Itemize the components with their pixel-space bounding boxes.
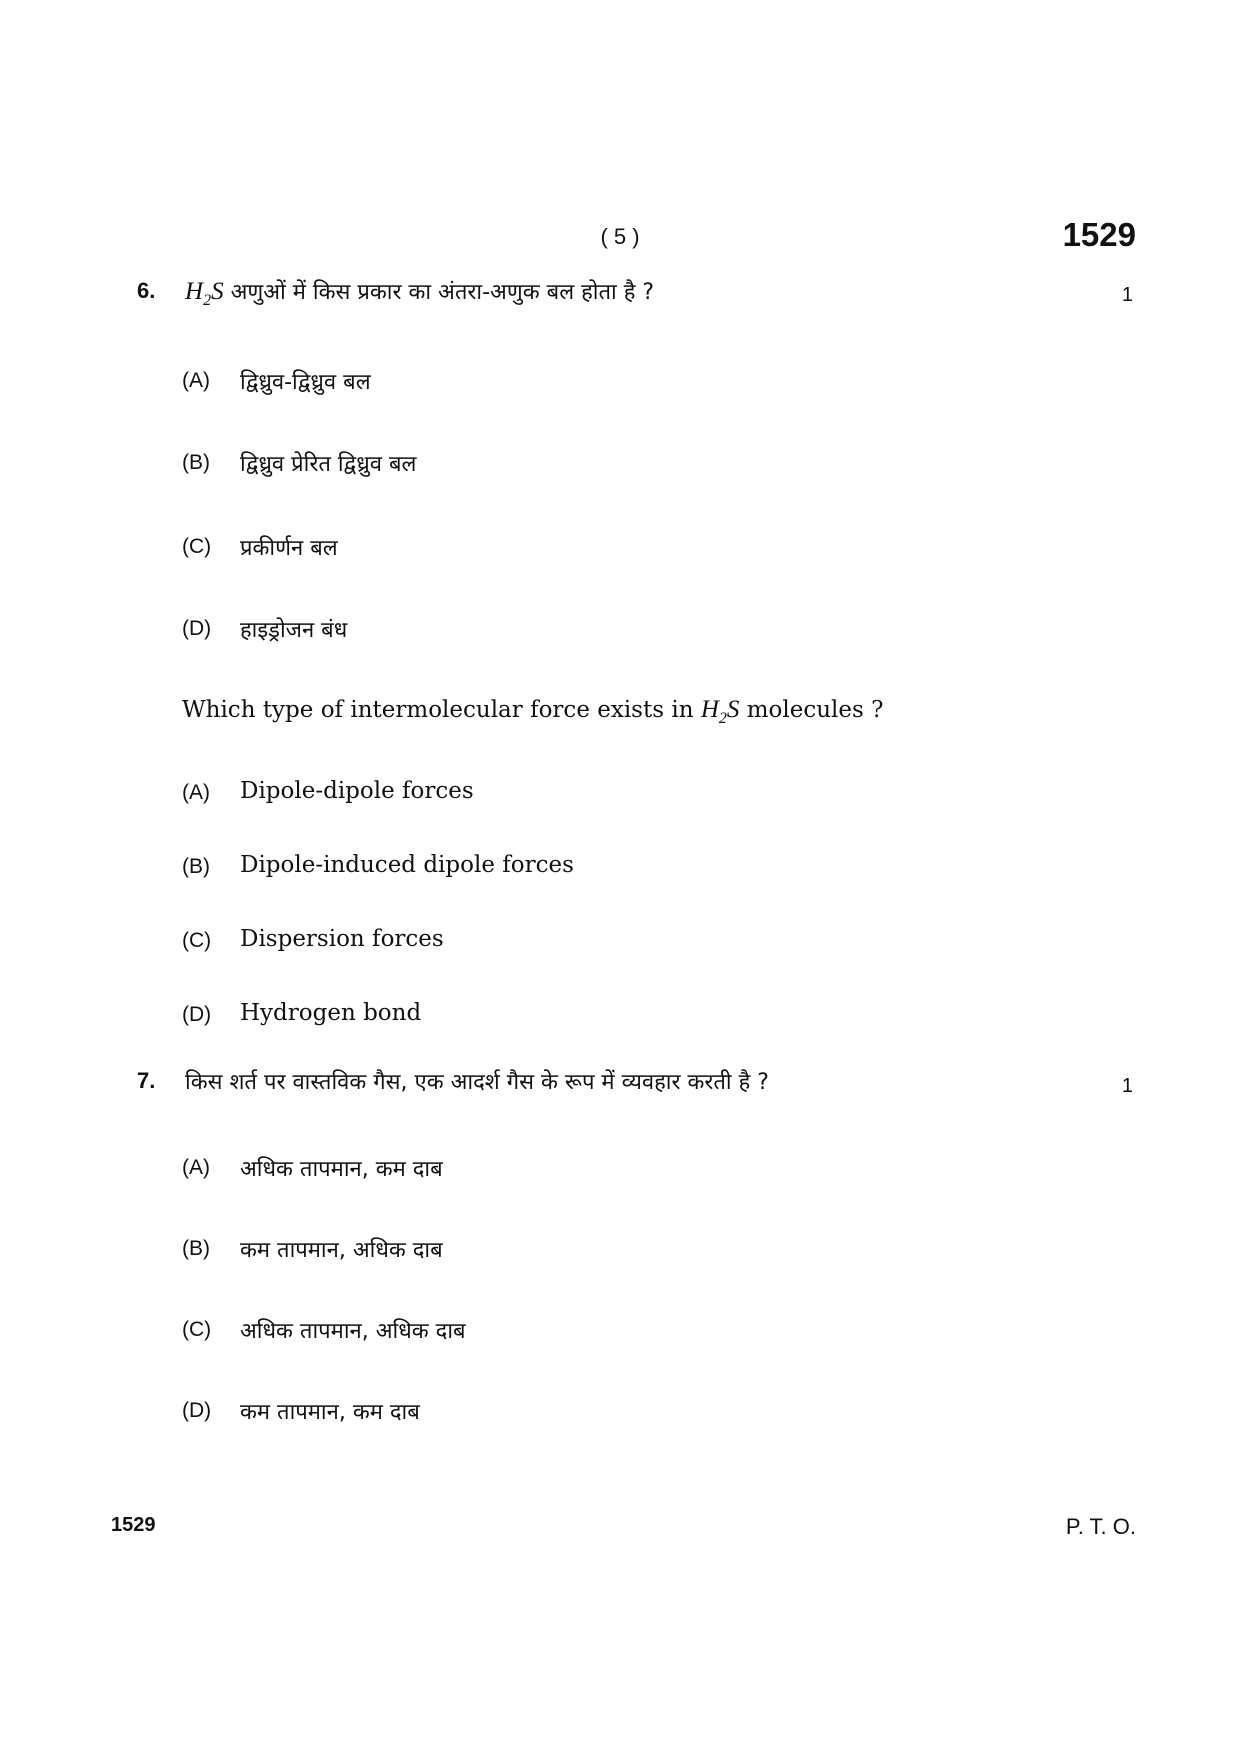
question-6-number: 6. xyxy=(137,278,156,303)
q7-hi-option-b-text: कम तापमान, अधिक दाब xyxy=(240,1238,443,1263)
q7-hi-option-d-text: कम तापमान, कम दाब xyxy=(240,1400,420,1425)
q6-hi-option-d-text: हाइड्रोजन बंध xyxy=(240,618,348,643)
paper-code-top: 1529 xyxy=(1062,216,1136,253)
question-6-hindi-stem: अणुओं में किस प्रकार का अंतरा-अणुक बल होता है ? xyxy=(230,280,655,305)
question-7-number: 7. xyxy=(137,1068,156,1093)
q7-hi-option-c-text: अधिक तापमान, अधिक दाब xyxy=(240,1319,466,1344)
q6-en-option-d-label: (D) xyxy=(182,1003,212,1026)
question-7-hindi-text: किस शर्त पर वास्तविक गैस, एक आदर्श गैस के रूप में व्यवहार करती है ? xyxy=(185,1070,769,1095)
q6-hi-option-a-text: द्विध्रुव-द्विध्रुव बल xyxy=(240,370,371,395)
question-6-english-text: Which type of intermolecular force exists in $H_2S$ molecules ? xyxy=(182,696,884,727)
q6-hi-option-a-label: (A) xyxy=(182,369,210,392)
q6-en-option-b-label: (B) xyxy=(182,855,210,878)
question-7-marks: 1 xyxy=(1121,1075,1133,1097)
q7-hi-option-a-text: अधिक तापमान, कम दाब xyxy=(240,1157,443,1182)
q6-en-option-c-label: (C) xyxy=(182,929,212,952)
q6-hi-option-b-label: (B) xyxy=(182,451,210,474)
q6-en-option-a-label: (A) xyxy=(182,781,210,804)
q7-hi-option-c-label: (C) xyxy=(182,1318,212,1341)
q6-hi-option-b-text: द्विध्रुव प्रेरित द्विध्रुव बल xyxy=(240,452,417,477)
q6-en-option-b-text: Dipole-induced dipole forces xyxy=(240,852,574,878)
paper-code-bottom: 1529 xyxy=(111,1514,156,1536)
q7-hi-option-d-label: (D) xyxy=(182,1399,212,1422)
question-6-marks: 1 xyxy=(1121,284,1133,306)
q6-en-option-d-text: Hydrogen bond xyxy=(240,1000,422,1026)
q7-hi-option-a-label: (A) xyxy=(182,1156,210,1179)
q6-hi-option-c-label: (C) xyxy=(182,535,212,558)
please-turn-over: P. T. O. xyxy=(1065,1514,1136,1539)
formula-h2s-english: $H_2S$ xyxy=(700,696,740,727)
q6-hi-option-d-label: (D) xyxy=(182,617,212,640)
question-6-hindi-text xyxy=(185,276,654,310)
page-number: ( 5 ) xyxy=(600,224,640,249)
formula-h2s: $H_2S$ xyxy=(185,278,224,309)
q6-hi-option-c-text: प्रकीर्णन बल xyxy=(240,536,338,561)
q6-en-option-a-text: Dipole-dipole forces xyxy=(240,778,474,804)
q6-en-option-c-text: Dispersion forces xyxy=(240,926,444,952)
q7-hi-option-b-label: (B) xyxy=(182,1237,210,1260)
